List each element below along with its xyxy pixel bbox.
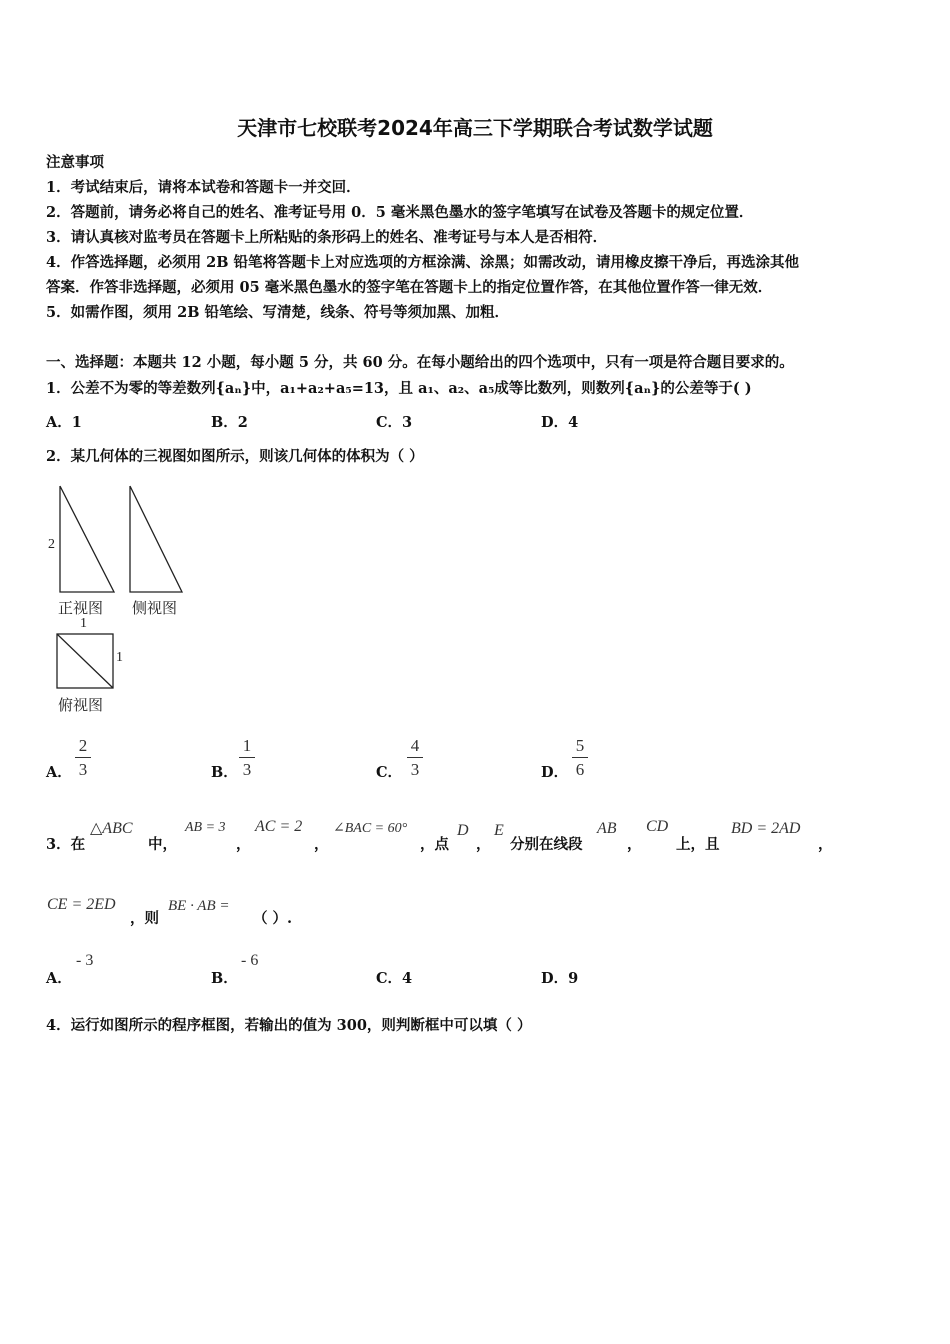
fraction-bar	[239, 757, 255, 758]
q1-option-c: C．3	[376, 414, 413, 431]
q3-option-b-value: - 6	[241, 952, 259, 969]
q3-ab-length: AB = 3	[185, 820, 226, 835]
front-view-label: 正视图	[58, 599, 104, 617]
q2-option-b-letter: B．	[211, 764, 238, 781]
q3-bd-eq: BD = 2AD	[731, 820, 801, 837]
q2-option-d-letter: D．	[541, 764, 569, 781]
q1-option-d: D．4	[541, 414, 579, 431]
top-view-shape	[57, 634, 113, 688]
notice-item-4-cont: 答案．作答非选择题，必须用 05 毫米黑色墨水的签字笔在答题卡上的指定位置作答，在其他位置作答一律无效．	[46, 279, 773, 296]
fraction-numerator: 4	[410, 736, 420, 755]
question-4-stem: 4．运行如图所示的程序框图，若输出的值为 300，则判断框中可以填（ ）	[46, 1017, 532, 1034]
q3-number: 3．在	[46, 836, 86, 853]
q3-triangle: △ABC	[90, 820, 133, 837]
fraction-denominator: 3	[410, 760, 420, 779]
question-2-stem: 2．某几何体的三视图如图所示，则该几何体的体积为（ ）	[46, 448, 424, 465]
q3-answer-paren: （ ）.	[253, 910, 293, 927]
q3-option-a-letter: A．	[46, 970, 72, 987]
q2-option-b-fraction	[239, 736, 255, 779]
q2-option-a-letter: A．	[46, 764, 72, 781]
q3-option-c: C．4	[376, 970, 413, 987]
q3-option-b-letter: B．	[211, 970, 238, 987]
q3-text: 上，且	[676, 836, 720, 853]
notice-item-5: 5．如需作图，须用 2B 铅笔绘、写清楚，线条、符号等须加黑、加粗．	[46, 304, 510, 321]
q3-text: ，	[314, 836, 329, 853]
q2-option-c-fraction	[407, 736, 423, 779]
q3-text: 中，	[148, 836, 177, 853]
notice-item-3: 3．请认真核对监考员在答题卡上所粘贴的条形码上的姓名、准考证号与本人是否相符．	[46, 229, 608, 246]
q3-ce-eq: CE = 2ED	[47, 896, 116, 913]
q3-text: ，	[476, 836, 491, 853]
top-view-label: 俯视图	[58, 696, 104, 714]
q3-point-d: D	[457, 822, 469, 839]
fraction-numerator: 2	[78, 736, 88, 755]
front-view-height-dim: 2	[48, 537, 55, 552]
q3-text: ，	[627, 836, 642, 853]
q3-segment-cd: CD	[646, 818, 669, 835]
notice-item-2: 2．答题前，请务必将自己的姓名、准考证号用 0．5 毫米黑色墨水的签字笔填写在试卷及答题卡的规定位置．	[46, 204, 754, 221]
q3-ac-length: AC = 2	[255, 818, 303, 835]
fraction-denominator: 6	[575, 760, 585, 779]
side-view-label: 侧视图	[132, 599, 178, 617]
side-view-shape	[130, 486, 182, 592]
exam-title: 天津市七校联考2024年高三下学期联合考试数学试题	[237, 116, 713, 140]
q3-text: ，则	[130, 910, 159, 927]
fraction-bar	[407, 757, 423, 758]
q2-option-d-fraction	[572, 736, 588, 779]
q3-point-e: E	[494, 822, 504, 839]
notice-heading: 注意事项	[46, 154, 104, 171]
q3-option-d: D．9	[541, 970, 579, 987]
q1-option-b: B．2	[211, 414, 248, 431]
top-view-width-dim: 1	[80, 616, 87, 631]
fraction-denominator: 3	[242, 760, 252, 779]
q3-text: 分别在线段	[510, 836, 583, 853]
notice-item-1: 1．考试结束后，请将本试卷和答题卡一并交回．	[46, 179, 361, 196]
q1-option-a: A．1	[46, 414, 82, 431]
fraction-denominator: 3	[78, 760, 88, 779]
q3-text: ，	[818, 836, 833, 853]
fraction-bar	[572, 757, 588, 758]
q3-text: ，	[236, 836, 251, 853]
q3-text: ，点	[420, 836, 449, 853]
q2-option-a-fraction	[75, 736, 91, 779]
q3-angle-bac: ∠BAC = 60°	[333, 821, 408, 836]
fraction-numerator: 1	[242, 736, 252, 755]
front-view-shape	[60, 486, 114, 592]
fraction-bar	[75, 757, 91, 758]
q3-option-a-value: - 3	[76, 952, 94, 969]
section-1-heading: 一、选择题：本题共 12 小题，每小题 5 分，共 60 分。在每小题给出的四个选项中，只有一项是符合题目要求的。	[46, 354, 794, 371]
notice-item-4: 4．作答选择题，必须用 2B 铅笔将答题卡上对应选项的方框涂满、涂黑；如需改动，请用橡皮擦干净后，再选涂其他	[46, 254, 800, 271]
top-view-depth-dim: 1	[116, 650, 123, 665]
question-1-stem: 1．公差不为零的等差数列{aₙ}中，a₁+a₂+a₅=13，且 a₁、a₂、a₅成等比数列，则数列{aₙ}的公差等于( )	[46, 380, 752, 397]
q3-dot-product: BE · AB =	[168, 898, 230, 914]
q3-segment-ab: AB	[597, 820, 617, 837]
fraction-numerator: 5	[575, 736, 585, 755]
q2-option-c-letter: C．	[376, 764, 403, 781]
